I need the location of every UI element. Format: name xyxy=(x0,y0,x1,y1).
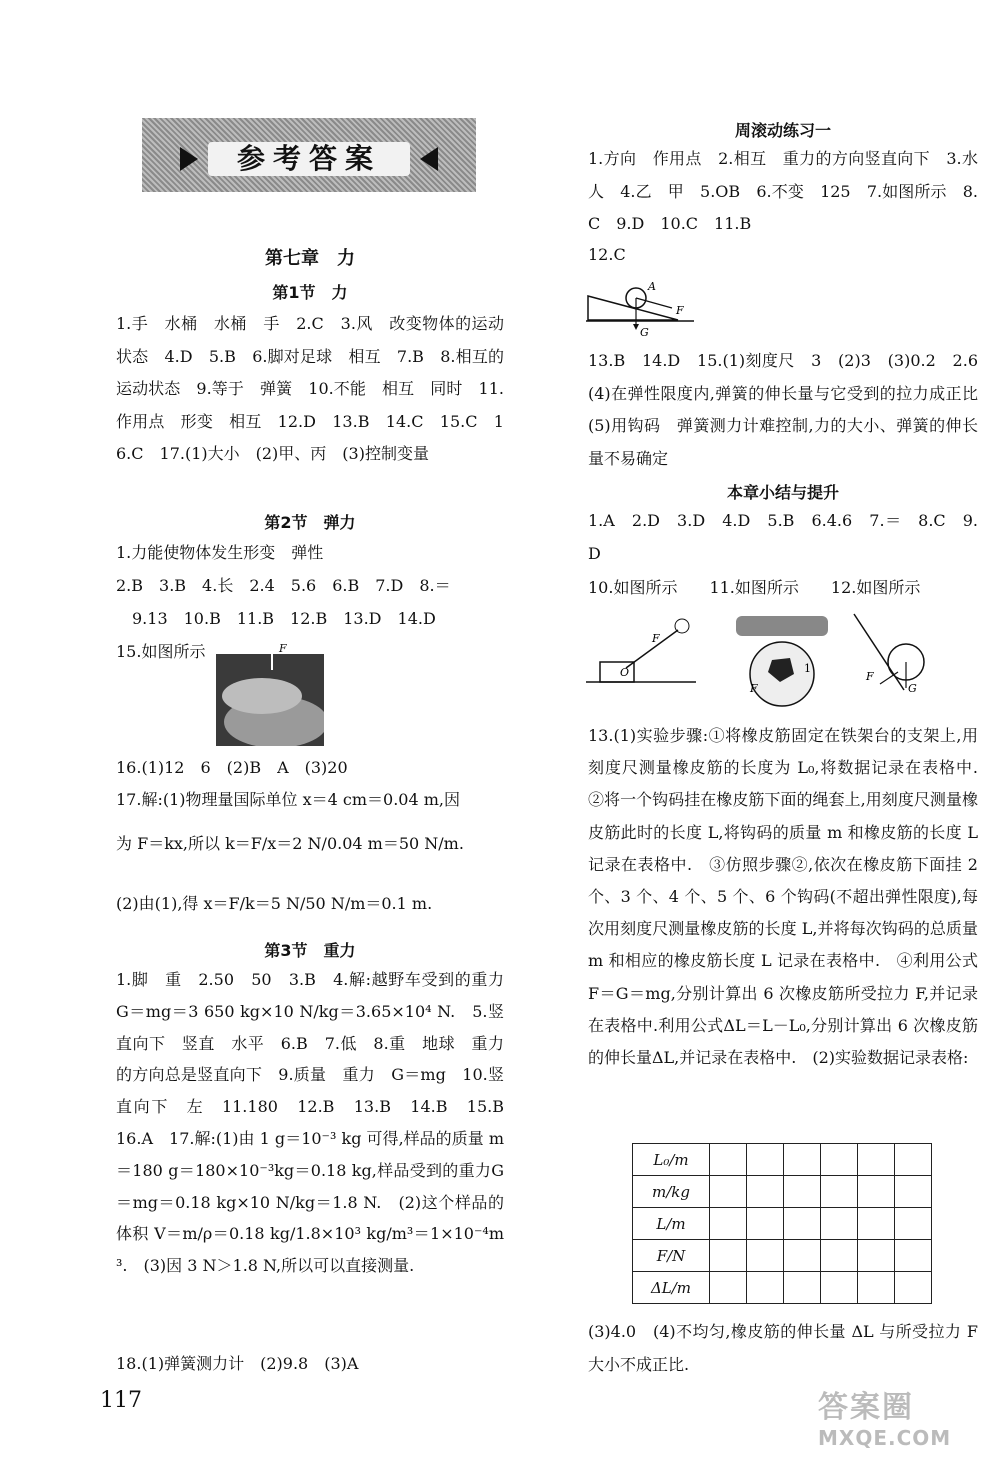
section-1-title: 第1节 力 xyxy=(272,283,348,302)
s2-line-3: 9.13 10.B 11.B 12.B 13.D 14.D xyxy=(116,609,436,628)
left-triangle-icon xyxy=(180,147,198,171)
table-row xyxy=(633,1272,932,1304)
figure-10-box-pull xyxy=(586,610,706,690)
s2-line-7: 为 F＝kx,所以 k＝F/x＝2 N/0.04 m＝50 N/m. xyxy=(116,834,464,853)
label-f: F xyxy=(866,670,874,683)
data-table xyxy=(632,1143,932,1304)
section-3-answers: 1.脚 重 2.50 50 3.B 4.解:越野车受到的重力 G＝mg＝3 650 kg×10 N/kg＝3.65×10⁴ N. 5.竖直向下 竖直 水平 6.B 7.低 8.重 地球 重力的方向总是竖直向下 9.质量 重力 G＝mg 10.竖直向下 左 11.180 12.B 13.B 14.B 15.B 16.A 17.解:(1)由 1 g＝10⁻³ kg 可得,样品的质量 m＝180 g＝180×10⁻³kg＝0.18 kg,样品受到的重力G＝mg＝0.18 kg×10 N/kg＝1.8 N. (2)这个样品的体积 V＝m/ρ＝0.18 kg/1.8×10³ kg/m³＝1×10⁻⁴m³. (3)因 3 N＞1.8 N,所以可以直接测量. xyxy=(116,970,521,1276)
figure-hand-push xyxy=(216,640,324,746)
row-label: m/kg xyxy=(633,1176,710,1208)
wall-line xyxy=(854,614,904,690)
page-number: 117 xyxy=(100,1388,142,1413)
label-a: A xyxy=(648,280,656,293)
s2-line-4: 15.如图所示 xyxy=(116,642,206,661)
s2-line-8: (2)由(1),得 x＝F/k＝5 N/50 N/m＝0.1 m. xyxy=(116,894,433,913)
summary-figs-line: 10.如图所示 11.如图所示 12.如图所示 xyxy=(588,578,921,597)
weekly-answers-2: 13.B 14.D 15.(1)刻度尺 3 (2)3 (3)0.2 2.6 (4)在弹性限度内,弹簧的伸长量与它受到的拉力成正比 (5)用钩码 弹簧测力计难控制,力的大小、弹簧的伸长量不易确定 xyxy=(588,351,995,468)
table-row xyxy=(633,1208,932,1240)
row-label: ΔL/m xyxy=(633,1272,710,1304)
weekly-practice-title: 周滚动练习一 xyxy=(734,121,831,140)
table-row xyxy=(633,1240,932,1272)
watermark-line-1: 答案圈 xyxy=(818,1390,914,1425)
summary-q13: 13.(1)实验步骤:①将橡皮筋固定在铁架台的支架上,用刻度尺测量橡皮筋的长度为 L₀,将数据记录在表格中. ②将一个钩码挂在橡皮筋下面的绳套上,用刻度尺测量橡皮筋此时的长度 L,将钩码的质量 m 和橡皮筋的长度 L 记录在表格中. ③仿照步骤②,依次在橡皮筋下面挂 2 个、3 个、4 个、5 个、6 个钩码(不超出弹性限度),每次用刻度尺测量橡皮筋的长度 L,并将每次钩码的总质量 m 和相应的橡皮筋长度 L 记录在表格中. ④利用公式 F＝G＝mg,分别计算出 6 次橡皮筋所受拉力 F,并记录在表格中.利用公式ΔL＝L－L₀,分别计算出 6 次橡皮筋的伸长量ΔL,并记录在表格中. (2)实验数据记录表格: xyxy=(588,726,995,1068)
chapter-summary-title: 本章小结与提升 xyxy=(726,483,839,502)
weekly-practice-answers: 1.方向 作用点 2.相互 重力的方向竖直向下 3.水 人 4.乙 甲 5.OB 6.不变 125 7.如图所示 8.C 9.D 10.C 11.B xyxy=(588,149,995,233)
watermark xyxy=(818,1382,978,1450)
plank xyxy=(736,616,828,636)
table-row xyxy=(633,1176,932,1208)
section-1-answers: 1.手 水桶 水桶 手 2.C 3.风 改变物体的运动状态 4.D 5.B 6.脚对足球 相互 7.B 8.相互的 运动状态 9.等于 弹簧 10.不能 相互 同时 11.作用点 形变 相互 12.D 13.B 14.C 15.C 16.C 17.(1)大小 (2)甲、丙 (3)控制变量 xyxy=(116,314,521,463)
label-g: G xyxy=(908,682,917,695)
s2-line-1: 1.力能使物体发生形变 弹性 xyxy=(116,543,324,562)
force-arrow-head xyxy=(268,642,276,650)
figure-11-ball-pressed xyxy=(732,612,832,716)
force-label: F xyxy=(279,642,287,655)
section-2-title: 第2节 弹力 xyxy=(264,513,356,532)
right-triangle-icon xyxy=(420,147,438,171)
label-f: F xyxy=(676,304,684,317)
label-g: G xyxy=(640,326,649,338)
summary-end: (3)4.0 (4)不均匀,橡皮筋的伸长量 ΔL 与所受拉力 F 大小不成正比. xyxy=(588,1322,984,1374)
s2-line-2: 2.B 3.B 4.长 2.4 5.6 6.B 7.D 8.＝ xyxy=(116,576,451,595)
chapter-title: 第七章 力 xyxy=(265,248,355,269)
s3-line-18: 18.(1)弹簧测力计 (2)9.8 (3)A xyxy=(116,1354,359,1373)
s2-line-6: 17.解:(1)物理量国际单位 x＝4 cm＝0.04 m,因 xyxy=(116,790,460,809)
hand-icon xyxy=(675,619,689,633)
section-3-title: 第3节 重力 xyxy=(264,941,356,960)
row-label: L₀/m xyxy=(633,1144,710,1176)
gravity-arrow-head xyxy=(633,324,639,330)
summary-answers: 1.A 2.D 3.D 4.D 5.B 6.4.6 7.＝ 8.C 9.D xyxy=(588,511,978,563)
weekly-line-12: 12.C xyxy=(588,245,626,264)
label-f: F xyxy=(652,632,660,645)
answer-banner xyxy=(142,118,476,192)
hand-shape-2 xyxy=(222,678,302,714)
row-label: F/N xyxy=(633,1240,710,1272)
row-label: L/m xyxy=(633,1208,710,1240)
banner-title: 参考答案 xyxy=(208,142,410,176)
label-o: O xyxy=(620,666,630,679)
watermark-line-2: MXQE.COM xyxy=(818,1426,952,1450)
figure-12-wall-ball xyxy=(846,610,946,696)
label-one: 1 xyxy=(804,662,811,675)
figure-incline xyxy=(586,278,696,338)
label-f: F xyxy=(750,682,758,695)
s2-line-5: 16.(1)12 6 (2)B A (3)20 xyxy=(116,758,348,777)
table-row xyxy=(633,1144,932,1176)
